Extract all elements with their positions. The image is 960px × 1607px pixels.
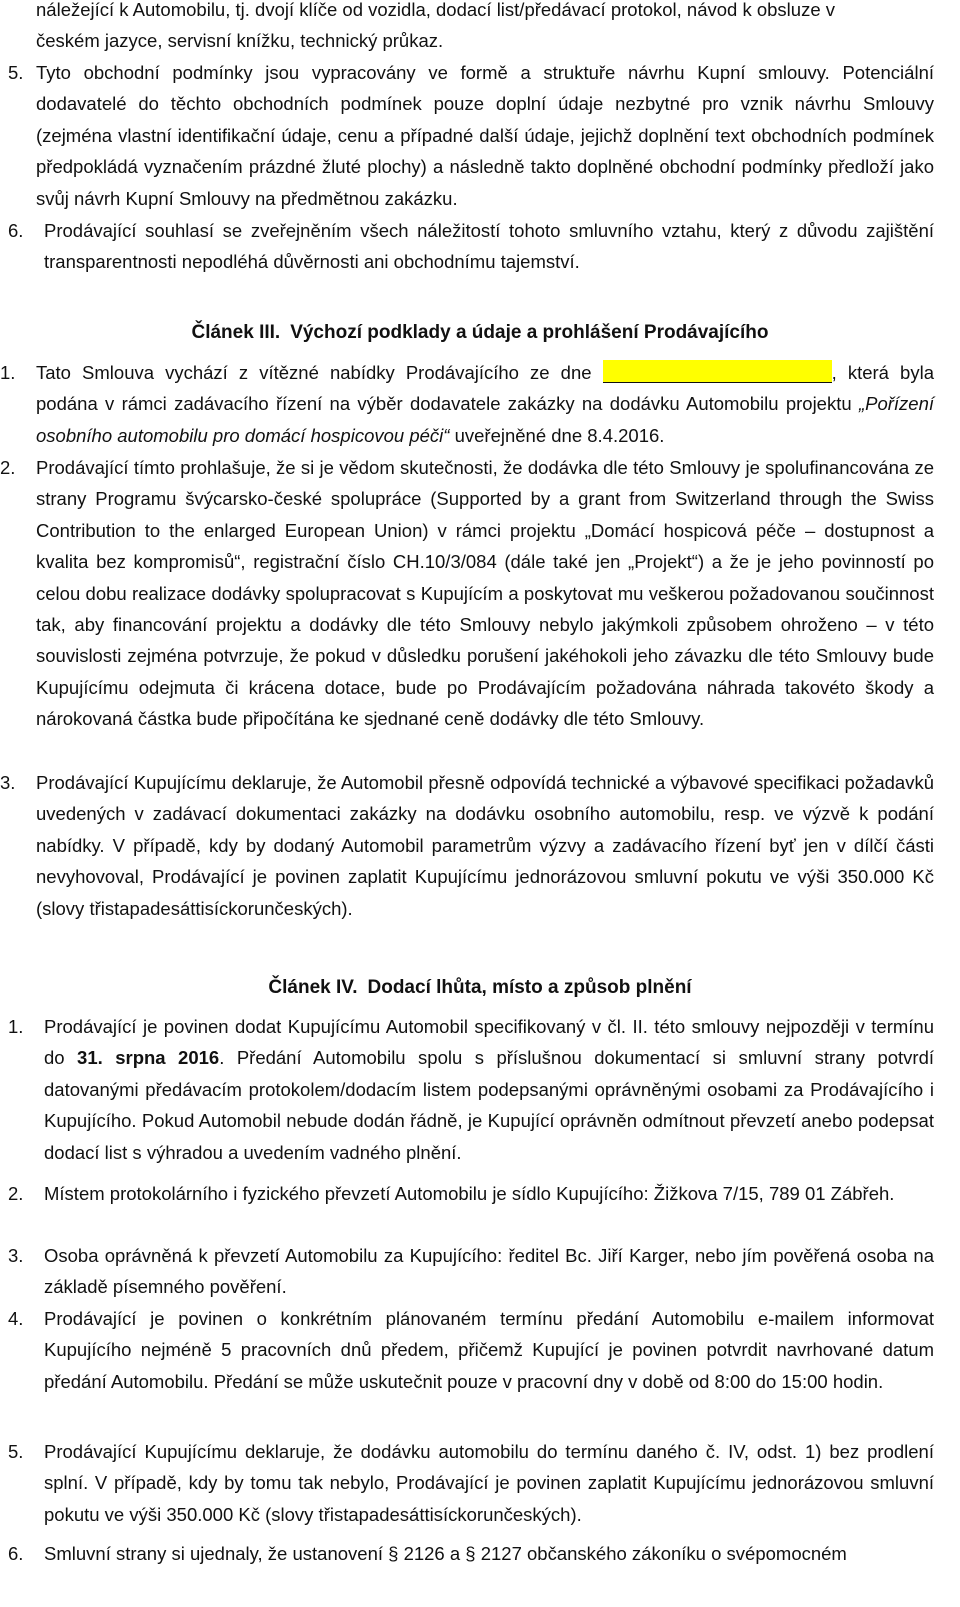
art4-1-text-a: Prodávající je povinen dodat Kupujícímu Automobil specifikovaný v čl. II. této smlouvy nejpozději v termínu do xyxy=(44,1016,934,1069)
item-number: 3. xyxy=(8,1245,24,1266)
art3-1-text-c: uveřejněné dne 8.4.2016. xyxy=(454,424,665,446)
continuation-text xyxy=(36,0,934,57)
item-number: 2. xyxy=(0,457,16,478)
item-number: 4. xyxy=(8,1308,24,1329)
article-3-heading xyxy=(0,318,960,348)
paragraph-art4-1 xyxy=(44,1011,934,1168)
paragraph-art2-5: Tyto obchodní podmínky jsou vypracovány ve formě a struktuře návrhu Kupní smlouvy. Potenciální dodavatelé do těchto obchodních podmínek pouze doplní údaje nezbytné pro vznik návrhu Smlouvy (zejména vlastní identifikační údaje, cenu a případné další údaje, jejichž doplnění text obchodních podmínek předpokládá vyznačením prázdné žluté plochy) a následně takto doplněné obchodní podmínky předloží jako svůj návrh Kupní Smlouvy na předmětnou zakázku. xyxy=(36,62,934,209)
paragraph-art4-5: Prodávající Kupujícímu deklaruje, že dodávku automobilu do termínu daného č. IV, odst. 1) bez prodlení splní. V případě, kdy by tomu tak nebylo, Prodávající je povinen zaplatit Kupujícímu jednorázovou smluvní pokutu ve výši 350.000 Kč (slovy třistapadesáttisíckorunčeských). xyxy=(44,1441,934,1525)
art3-1-text-b: , která byla podána v rámci zadávacího řízení na výběr dodavatele zakázky na dodávku Automobilu projektu xyxy=(36,362,934,415)
paragraph-art4-4: Prodávající je povinen o konkrétním plánovaném termínu předání Automobilu e-mailem informovat Kupujícího nejméně 5 pracovních dnů předem, přičemž Kupující je povinen potvrdit navrhované datum předání Automobilu. Předání se může uskutečnit pouze v pracovní dny v době od 8:00 do 15:00 hodin. xyxy=(44,1308,934,1392)
project-name: „Pořízení osobního automobilu pro domácí hospicovou péči“ xyxy=(36,393,935,446)
item-number: 1. xyxy=(0,362,16,383)
paragraph-art3-3: Prodávající Kupujícímu deklaruje, že Automobil přesně odpovídá technické a výbavové specifikaci požadavků uvedených v zadávací dokumentaci zakázky na dodávku osobního automobilu, resp. ve výzvě k podání nabídky. V případě, kdy by dodaný Automobil parametrům výzvy a zadávacího řízení byť jen v dílčí části nevyhovoval, Prodávající je povinen zaplatit Kupujícímu jednorázovou smluvní pokutu ve výši 350.000 Kč (slovy třistapadesáttisíckorunčeských). xyxy=(36,772,934,919)
article-4-heading xyxy=(0,973,960,1003)
article-4-number: Článek IV. xyxy=(268,977,358,998)
item-number: 6. xyxy=(8,1543,24,1564)
item-number: 5. xyxy=(8,62,24,83)
item-number: 3. xyxy=(0,772,16,793)
article-4-title: Dodací lhůta, místo a způsob plnění xyxy=(367,977,692,998)
paragraph-art3-1 xyxy=(36,357,934,451)
paragraph-art4-3: Osoba oprávněná k převzetí Automobilu za Kupujícího: ředitel Bc. Jiří Karger, nebo jím pověřená osoba na základě písemného pověření. xyxy=(44,1245,934,1298)
item-number: 1. xyxy=(8,1016,24,1037)
paragraph-art4-6: Smluvní strany si ujednaly, že ustanovení § 2126 a § 2127 občanského zákoníku o svépomocném xyxy=(44,1543,847,1564)
paragraph-art3-2: Prodávající tímto prohlašuje, že si je vědom skutečnosti, že dodávka dle této Smlouvy je spolufinancována ze strany Programu švýcarsko-české spolupráce (Supported by a grant from Switzerland through the Swiss Contribution to the enlarged European Union) v rámci projektu „Domácí hospicová péče – dostupnost a kvalita bez kompromisů“, registrační číslo CH.10/3/084 (dále také jen „Projekt“) a že je jeho povinností po celou dobu realizace dodávky spolupracovat s Kupujícím a poskytovat mu veškerou požadovanou součinnost tak, aby financování projektu a dodávky dle této Smlouvy nebylo jakýmkoli způsobem ohroženo – v této souvislosti zejména potvrzuje, že pokud v důsledku porušení jakéhokoli jeho závazku dle této Smlouvy bude Kupujícímu odejmuta či krácena dotace, bude po Prodávajícím požadována náhrada takovéto škody a nárokovaná částka bude připočítána ke sjednané ceně dodávky dle této Smlouvy. xyxy=(36,457,934,730)
delivery-deadline: 31. srpna 2016 xyxy=(77,1047,220,1069)
continuation-line-1: náležející k Automobilu, tj. dvojí klíče od vozidla, dodací list/předávací protokol, návod k obsluze v xyxy=(36,0,836,20)
item-number: 2. xyxy=(8,1183,24,1204)
paragraph-art2-6: Prodávající souhlasí se zveřejněním všech náležitostí tohoto smluvního vztahu, který z důvodu zajištění transparentnosti nepodléhá důvěrnosti ani obchodnímu tajemství. xyxy=(44,220,934,273)
date-fill-blank[interactable] xyxy=(603,360,832,383)
item-number: 5. xyxy=(8,1441,24,1462)
continuation-line-2: českém jazyce, servisní knížku, technický průkaz. xyxy=(36,30,444,52)
art3-1-text-a: Tato Smlouva vychází z vítězné nabídky Prodávajícího ze dne xyxy=(36,362,592,383)
paragraph-art4-2: Místem protokolárního i fyzického převzetí Automobilu je sídlo Kupujícího: Žižkova 7/15, 789 01 Zábřeh. xyxy=(44,1183,895,1204)
item-number: 6. xyxy=(8,220,24,241)
article-3-number: Článek III. xyxy=(191,322,281,343)
article-3-title: Výchozí podklady a údaje a prohlášení Prodávajícího xyxy=(290,322,769,343)
art4-1-text-b: . Předání Automobilu spolu s příslušnou dokumentací si smluvní strany potvrdí datovanými předávacím protokolem/dodacím listem podepsanými oprávněnými osobami za Prodávajícího i Kupujícího. Pokud Automobil nebude dodán řádně, je Kupující oprávněn odmítnout převzetí anebo podepsat dodací list s výhradou a uvedením vadného plnění. xyxy=(44,1047,935,1163)
